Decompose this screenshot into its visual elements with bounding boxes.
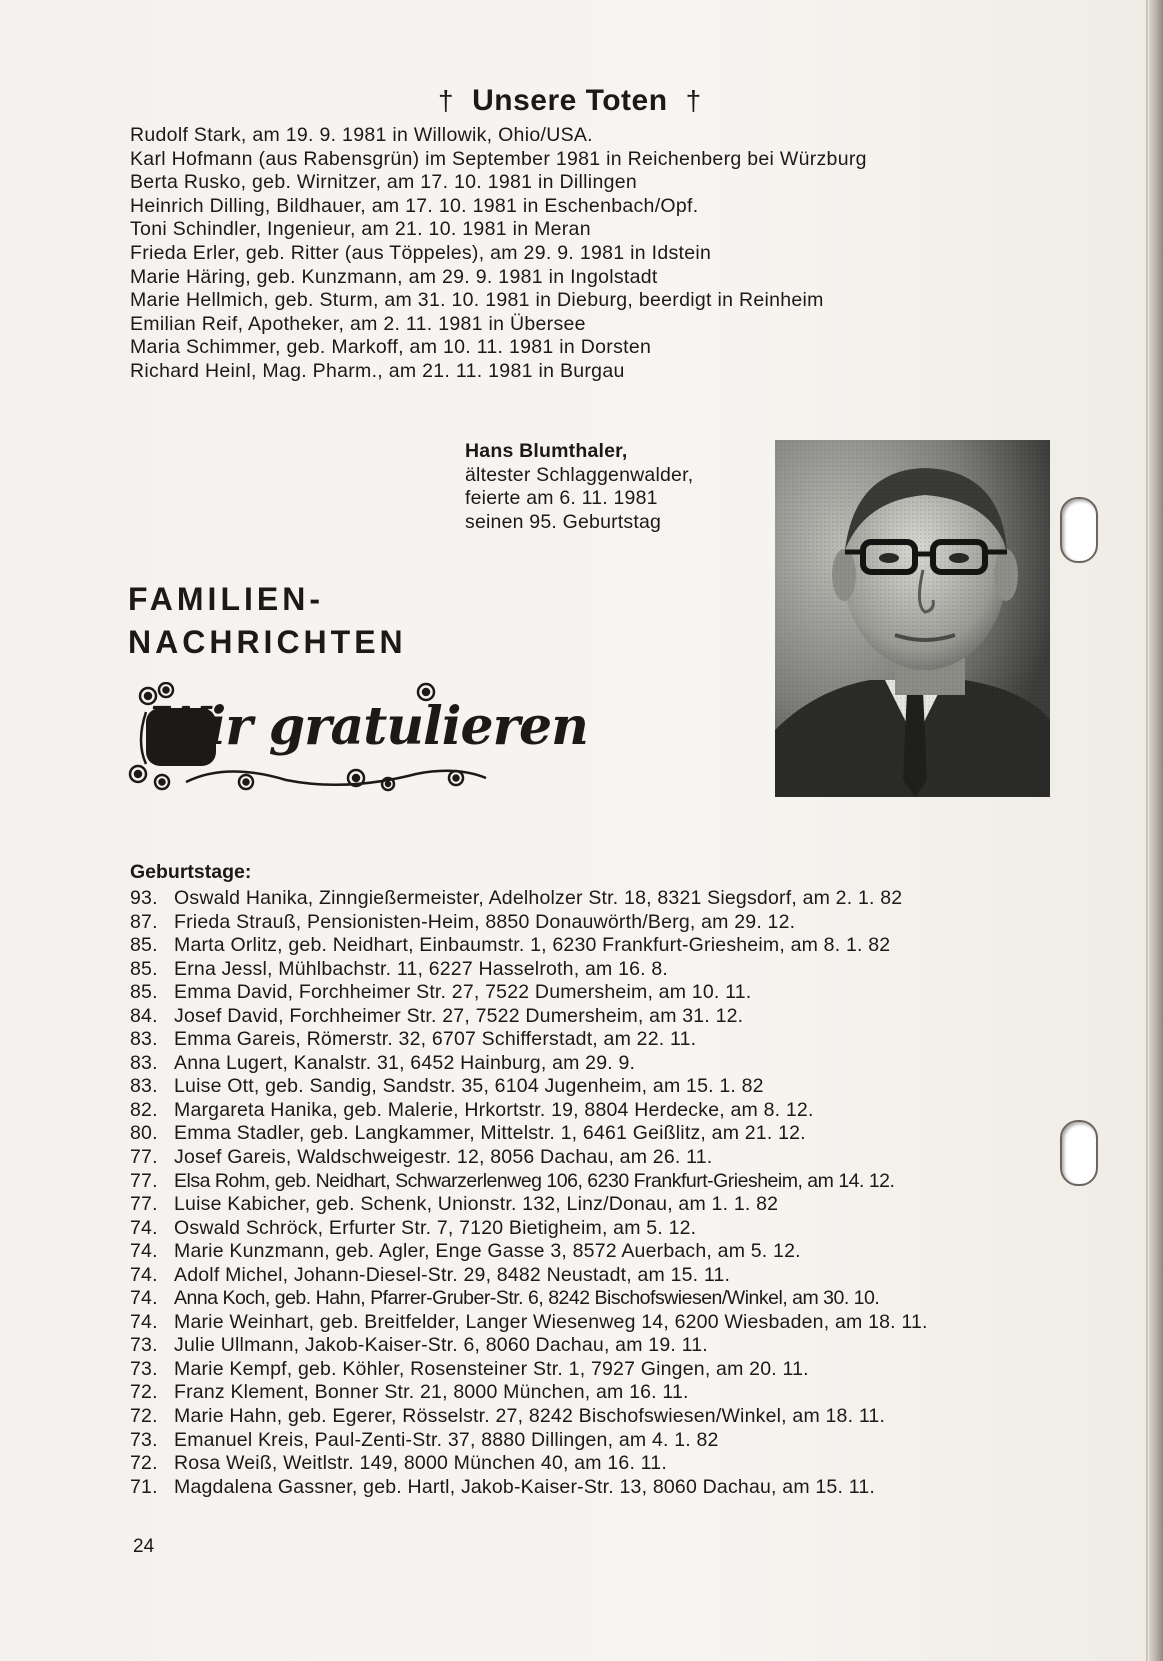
- birthday-age: 85.: [130, 981, 158, 1004]
- jubilee-caption: [465, 440, 765, 534]
- page-number: 24: [133, 1536, 155, 1557]
- birthday-entry: [130, 1334, 1060, 1358]
- page-fold-line: [1146, 0, 1148, 1661]
- birthday-details: Franz Klement, Bonner Str. 21, 8000 München, am 16. 11.: [174, 1381, 689, 1404]
- birthday-age: 73.: [130, 1334, 158, 1357]
- portrait-illustration: [775, 440, 1050, 797]
- birthday-entry: [130, 1217, 1060, 1241]
- obituary-entry: Marie Hellmich, geb. Sturm, am 31. 10. 1981 in Dieburg, beerdigt in Reinheim: [130, 289, 824, 312]
- obituary-entry: Karl Hofmann (aus Rabensgrün) im September 1981 in Reichenberg bei Würzburg: [130, 147, 867, 170]
- birthday-age: 85.: [130, 957, 158, 980]
- birthday-age: 77.: [130, 1169, 158, 1192]
- jubilee-line: ältester Schlaggenwalder,: [465, 463, 694, 486]
- birthday-details: Marie Hahn, geb. Egerer, Rösselstr. 27, 8242 Bischofswiesen/Winkel, am 18. 11.: [174, 1405, 886, 1428]
- birthday-entry: [130, 1075, 1060, 1099]
- birthday-age: 74.: [130, 1310, 158, 1333]
- birthday-details: Marie Kunzmann, geb. Agler, Enge Gasse 3, 8572 Auerbach, am 5. 12.: [174, 1240, 801, 1263]
- birthday-details: Josef Gareis, Waldschweigestr. 12, 8056 Dachau, am 26. 11.: [174, 1146, 713, 1169]
- birthday-age: 85.: [130, 934, 158, 957]
- birthday-age: 73.: [130, 1357, 158, 1380]
- birthday-details: Adolf Michel, Johann-Diesel-Str. 29, 8482 Neustadt, am 15. 11.: [174, 1263, 731, 1286]
- birthday-entry: [130, 1405, 1060, 1429]
- punch-hole: [1060, 497, 1098, 563]
- birthday-details: Marta Orlitz, geb. Neidhart, Einbaumstr. 1, 6230 Frankfurt-Griesheim, am 8. 1. 82: [174, 934, 891, 957]
- birthday-entry: [130, 1287, 1060, 1311]
- birthday-age: 74.: [130, 1287, 158, 1310]
- birthday-details: Emma Stadler, geb. Langkammer, Mittelstr. 1, 6461 Geißlitz, am 21. 12.: [174, 1122, 806, 1145]
- birthday-age: 74.: [130, 1216, 158, 1239]
- birthday-entry: [130, 1099, 1060, 1123]
- cross-icon: †: [438, 85, 455, 116]
- birthday-details: Marie Weinhart, geb. Breitfelder, Langer Wiesenweg 14, 6200 Wiesbaden, am 18. 11.: [174, 1310, 928, 1333]
- birthday-details: Margareta Hanika, geb. Malerie, Hrkortstr. 19, 8804 Herdecke, am 8. 12.: [174, 1098, 814, 1121]
- birthday-entry: [130, 911, 1060, 935]
- congratulations-logo-text: Wir gratulieren: [150, 696, 588, 757]
- birthday-list: [130, 887, 1060, 1499]
- birthday-details: Luise Kabicher, geb. Schenk, Unionstr. 132, Linz/Donau, am 1. 1. 82: [174, 1193, 779, 1216]
- obituary-entry: Frieda Erler, geb. Ritter (aus Töppeles), am 29. 9. 1981 in Idstein: [130, 241, 712, 264]
- birthday-entry: [130, 958, 1060, 982]
- birthday-details: Magdalena Gassner, geb. Hartl, Jakob-Kaiser-Str. 13, 8060 Dachau, am 15. 11.: [174, 1475, 875, 1498]
- family-news-heading: [128, 578, 407, 664]
- birthday-details: Rosa Weiß, Weitlstr. 149, 8000 München 40, am 16. 11.: [174, 1452, 667, 1475]
- birthday-entry: [130, 1381, 1060, 1405]
- section-title-obituaries: [420, 84, 760, 118]
- birthday-entry: [130, 1193, 1060, 1217]
- birthday-entry: [130, 1028, 1060, 1052]
- punch-hole: [1060, 1120, 1098, 1186]
- birthday-entry: [130, 1170, 1060, 1194]
- birthday-details: Frieda Strauß, Pensionisten-Heim, 8850 Donauwörth/Berg, am 29. 12.: [174, 910, 796, 933]
- birthday-details: Luise Ott, geb. Sandig, Sandstr. 35, 6104 Jugenheim, am 15. 1. 82: [174, 1075, 764, 1098]
- obituary-entry: Berta Rusko, geb. Wirnitzer, am 17. 10. 1981 in Dillingen: [130, 171, 638, 194]
- birthdays-heading: Geburtstage:: [130, 861, 252, 883]
- birthday-age: 80.: [130, 1122, 158, 1145]
- birthday-details: Emanuel Kreis, Paul-Zenti-Str. 37, 8880 Dillingen, am 4. 1. 82: [174, 1428, 719, 1451]
- birthday-entry: [130, 1146, 1060, 1170]
- birthday-details: Josef David, Forchheimer Str. 27, 7522 Dumersheim, am 31. 12.: [174, 1004, 744, 1027]
- birthday-entry: [130, 1240, 1060, 1264]
- obituary-entry: Emilian Reif, Apotheker, am 2. 11. 1981 in Übersee: [130, 312, 586, 335]
- birthday-age: 72.: [130, 1381, 158, 1404]
- birthday-entry: [130, 1005, 1060, 1029]
- jubilee-name: Hans Blumthaler,: [465, 440, 628, 462]
- birthday-entry: [130, 1429, 1060, 1453]
- birthday-age: 74.: [130, 1263, 158, 1286]
- birthday-entry: [130, 1476, 1060, 1500]
- birthday-age: 72.: [130, 1452, 158, 1475]
- jubilee-line: seinen 95. Geburtstag: [465, 510, 662, 533]
- birthday-details: Anna Koch, geb. Hahn, Pfarrer-Gruber-Str. 6, 8242 Bischofswiesen/Winkel, am 30. 10.: [174, 1287, 880, 1310]
- birthday-details: Anna Lugert, Kanalstr. 31, 6452 Hainburg, am 29. 9.: [174, 1051, 636, 1074]
- obituary-entry: Heinrich Dilling, Bildhauer, am 17. 10. 1981 in Eschenbach/Opf.: [130, 194, 699, 217]
- birthday-age: 74.: [130, 1240, 158, 1263]
- birthday-age: 84.: [130, 1004, 158, 1027]
- birthday-entry: [130, 1452, 1060, 1476]
- family-news-heading-line: NACHRICHTEN: [128, 624, 407, 660]
- birthday-entry: [130, 1052, 1060, 1076]
- title-text: Unsere Toten: [472, 84, 668, 117]
- birthday-age: 77.: [130, 1146, 158, 1169]
- birthday-age: 83.: [130, 1075, 158, 1098]
- birthday-age: 83.: [130, 1028, 158, 1051]
- birthday-details: Erna Jessl, Mühlbachstr. 11, 6227 Hasselroth, am 16. 8.: [174, 957, 669, 980]
- birthday-details: Elsa Rohm, geb. Neidhart, Schwarzerlenweg 106, 6230 Frankfurt-Griesheim, am 14. 12.: [174, 1169, 895, 1192]
- birthday-entry: [130, 1122, 1060, 1146]
- cross-icon: †: [685, 85, 702, 116]
- birthday-age: 87.: [130, 910, 158, 933]
- birthday-entry: [130, 1264, 1060, 1288]
- birthday-age: 72.: [130, 1405, 158, 1428]
- jubilee-line: feierte am 6. 11. 1981: [465, 487, 658, 509]
- birthday-age: 83.: [130, 1051, 158, 1074]
- birthday-age: 82.: [130, 1098, 158, 1121]
- birthday-age: 93.: [130, 887, 158, 909]
- birthday-entry: [130, 1311, 1060, 1335]
- birthday-details: Emma David, Forchheimer Str. 27, 7522 Dumersheim, am 10. 11.: [174, 981, 752, 1004]
- family-news-heading-line: FAMILIEN-: [128, 581, 324, 617]
- birthday-age: 77.: [130, 1193, 158, 1216]
- obituary-entry: Toni Schindler, Ingenieur, am 21. 10. 1981 in Meran: [130, 218, 591, 241]
- portrait-photo: [775, 440, 1050, 797]
- page-edge: [1149, 0, 1163, 1661]
- congratulations-logo: [126, 682, 588, 792]
- birthday-entry: [130, 1358, 1060, 1382]
- birthday-entry: [130, 887, 1060, 911]
- obituary-list: [130, 124, 1030, 384]
- birthday-entry: [130, 981, 1060, 1005]
- birthday-age: 71.: [130, 1475, 158, 1498]
- obituary-entry: Richard Heinl, Mag. Pharm., am 21. 11. 1981 in Burgau: [130, 359, 625, 382]
- obituary-entry: Marie Häring, geb. Kunzmann, am 29. 9. 1981 in Ingolstadt: [130, 265, 658, 288]
- birthday-details: Oswald Hanika, Zinngießermeister, Adelholzer Str. 18, 8321 Siegsdorf, am 2. 1. 82: [174, 887, 903, 909]
- birthday-details: Emma Gareis, Römerstr. 32, 6707 Schifferstadt, am 22. 11.: [174, 1028, 697, 1051]
- birthday-age: 73.: [130, 1428, 158, 1451]
- birthday-entry: [130, 934, 1060, 958]
- obituary-entry: Maria Schimmer, geb. Markoff, am 10. 11. 1981 in Dorsten: [130, 336, 652, 359]
- birthday-details: Julie Ullmann, Jakob-Kaiser-Str. 6, 8060 Dachau, am 19. 11.: [174, 1334, 708, 1357]
- obituary-entry: Rudolf Stark, am 19. 9. 1981 in Willowik, Ohio/USA.: [130, 124, 593, 146]
- birthday-details: Oswald Schröck, Erfurter Str. 7, 7120 Bietigheim, am 5. 12.: [174, 1216, 697, 1239]
- birthday-details: Marie Kempf, geb. Köhler, Rosensteiner Str. 1, 7927 Gingen, am 20. 11.: [174, 1357, 809, 1380]
